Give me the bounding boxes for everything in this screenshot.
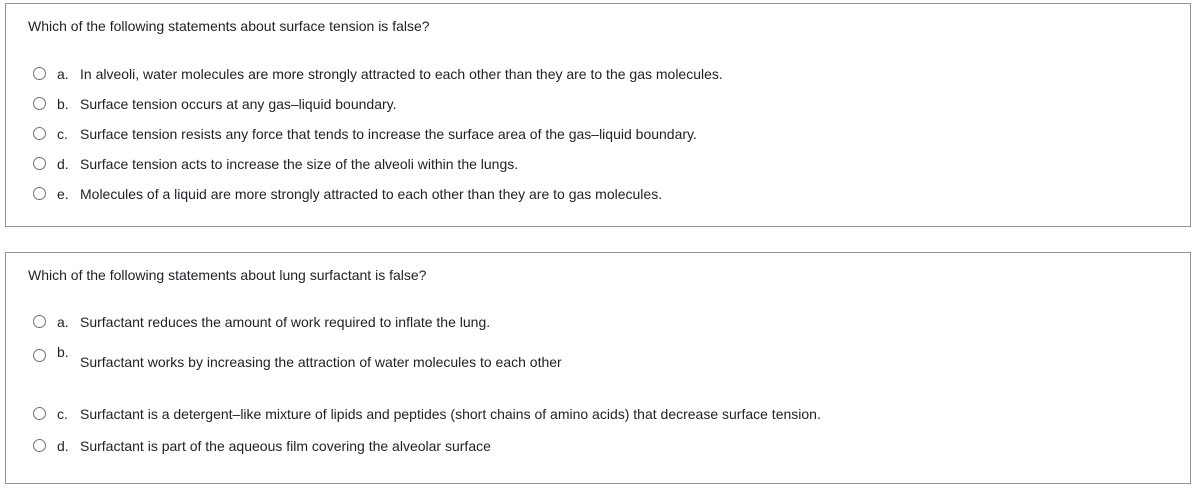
option-text: Surface tension acts to increase the size of the alveoli within the lungs. bbox=[80, 156, 519, 172]
question-text: Which of the following statements about surface tension is false? bbox=[28, 18, 430, 34]
option-text: Surface tension occurs at any gas–liquid boundary. bbox=[80, 96, 397, 112]
radio-button[interactable] bbox=[33, 67, 46, 80]
option-letter: b. bbox=[57, 344, 69, 360]
option-letter: b. bbox=[57, 96, 69, 112]
radio-button[interactable] bbox=[33, 157, 46, 170]
radio-button[interactable] bbox=[33, 187, 46, 200]
option-letter: c. bbox=[57, 406, 68, 422]
radio-button[interactable] bbox=[33, 97, 46, 110]
option-text: Molecules of a liquid are more strongly attracted to each other than they are to gas molecules. bbox=[80, 186, 663, 202]
option-letter: d. bbox=[57, 156, 69, 172]
question-card-surface-tension bbox=[5, 3, 1191, 227]
radio-button[interactable] bbox=[33, 407, 46, 420]
option-letter: a. bbox=[57, 314, 69, 330]
question-card-lung-surfactant bbox=[5, 252, 1191, 484]
option-text: In alveoli, water molecules are more strongly attracted to each other than they are to the gas molecules. bbox=[80, 66, 723, 82]
option-text: Surfactant is part of the aqueous film covering the alveolar surface bbox=[80, 438, 491, 454]
option-text: Surface tension resists any force that tends to increase the surface area of the gas–liquid boundary. bbox=[80, 126, 697, 142]
option-b[interactable] bbox=[33, 344, 1163, 370]
option-letter: e. bbox=[57, 186, 69, 202]
option-c[interactable] bbox=[33, 405, 1163, 425]
option-text: Surfactant is a detergent–like mixture of lipids and peptides (short chains of amino acids) that decrease surface tension. bbox=[80, 406, 821, 422]
question-text: Which of the following statements about lung surfactant is false? bbox=[28, 267, 427, 283]
option-a[interactable] bbox=[33, 313, 1163, 333]
option-d[interactable] bbox=[33, 155, 1163, 175]
option-letter: a. bbox=[57, 66, 69, 82]
option-b[interactable] bbox=[33, 95, 1163, 115]
option-c[interactable] bbox=[33, 125, 1163, 145]
option-letter: c. bbox=[57, 126, 68, 142]
radio-button[interactable] bbox=[33, 439, 46, 452]
radio-button[interactable] bbox=[33, 349, 46, 362]
option-a[interactable] bbox=[33, 65, 1163, 85]
option-text: Surfactant reduces the amount of work required to inflate the lung. bbox=[80, 314, 491, 330]
option-letter: d. bbox=[57, 438, 69, 454]
option-e[interactable] bbox=[33, 185, 1163, 205]
option-text: Surfactant works by increasing the attraction of water molecules to each other bbox=[80, 354, 562, 370]
radio-button[interactable] bbox=[33, 127, 46, 140]
option-d[interactable] bbox=[33, 437, 1163, 457]
radio-button[interactable] bbox=[33, 315, 46, 328]
